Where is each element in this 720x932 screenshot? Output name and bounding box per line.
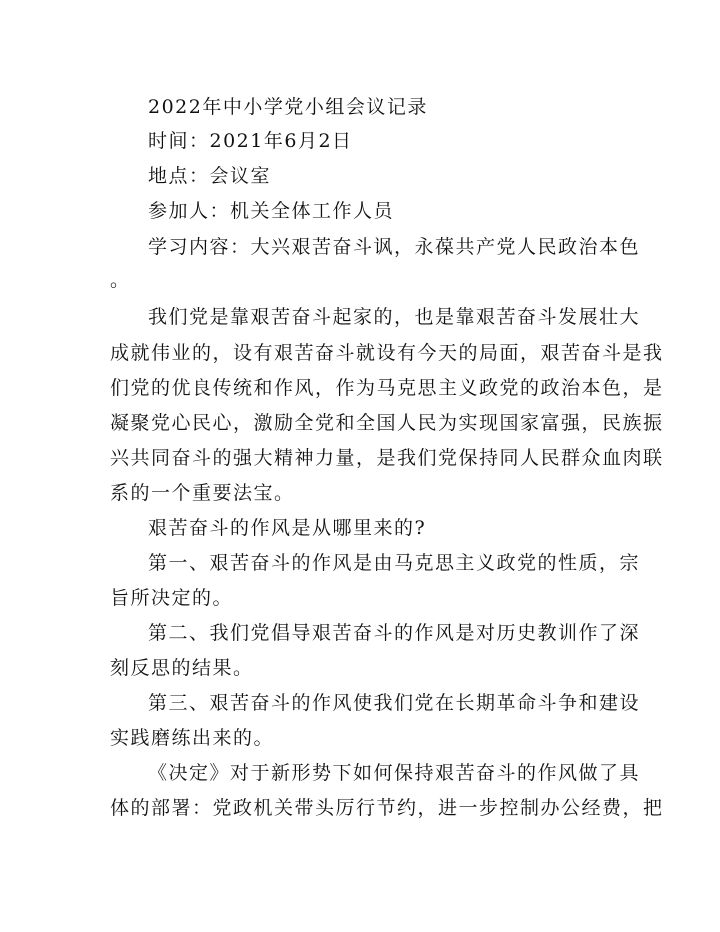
- paragraph-line: 们党的优良传统和作风，作为马克思主义政党的政治本色，是: [110, 377, 664, 399]
- document-title: 2022年中小学党小组会议记录: [148, 96, 428, 118]
- point-two-line: 刻反思的结果。: [110, 657, 254, 679]
- point-three-line: 第三、艰苦奋斗的作风使我们党在长期革命斗争和建设: [148, 692, 641, 714]
- paragraph-line: 系的一个重要法宝。: [110, 482, 295, 504]
- point-three-line: 实践磨练出来的。: [110, 727, 275, 749]
- meeting-time: 时间：2021年6月2日: [148, 130, 353, 152]
- decision-line: 体的部署：党政机关带头厉行节约，进一步控制办公经费，把: [110, 797, 664, 819]
- paragraph-line: 成就伟业的，设有艰苦奋斗就设有今天的局面，艰苦奋斗是我: [110, 342, 664, 364]
- paragraph-line: 兴共同奋斗的强大精神力量，是我们党保持同人民群众血肉联: [110, 447, 664, 469]
- point-one-line: 第一、艰苦奋斗的作风是由马克思主义政党的性质，宗: [148, 552, 641, 574]
- meeting-place: 地点：会议室: [148, 165, 272, 187]
- point-one-line: 旨所决定的。: [110, 587, 234, 609]
- study-content: 学习内容：大兴艰苦奋斗讽，永葆共产党人民政治本色: [148, 236, 641, 258]
- paragraph-line: 凝聚党心民心，激励全党和全国人民为实现国家富强，民族振: [110, 412, 664, 434]
- point-two-line: 第二、我们党倡导艰苦奋斗的作风是对历史教训作了深: [148, 622, 641, 644]
- decision-line: 《决定》对于新形势下如何保持艰苦奋斗的作风做了具: [148, 762, 641, 784]
- paragraph-line: 我们党是靠艰苦奋斗起家的，也是靠艰苦奋斗发展壮大: [148, 306, 641, 328]
- question-heading: 艰苦奋斗的作风是从哪里来的?: [148, 517, 427, 539]
- study-content-continued: 。: [110, 269, 131, 291]
- meeting-participants: 参加人：机关全体工作人员: [148, 200, 395, 222]
